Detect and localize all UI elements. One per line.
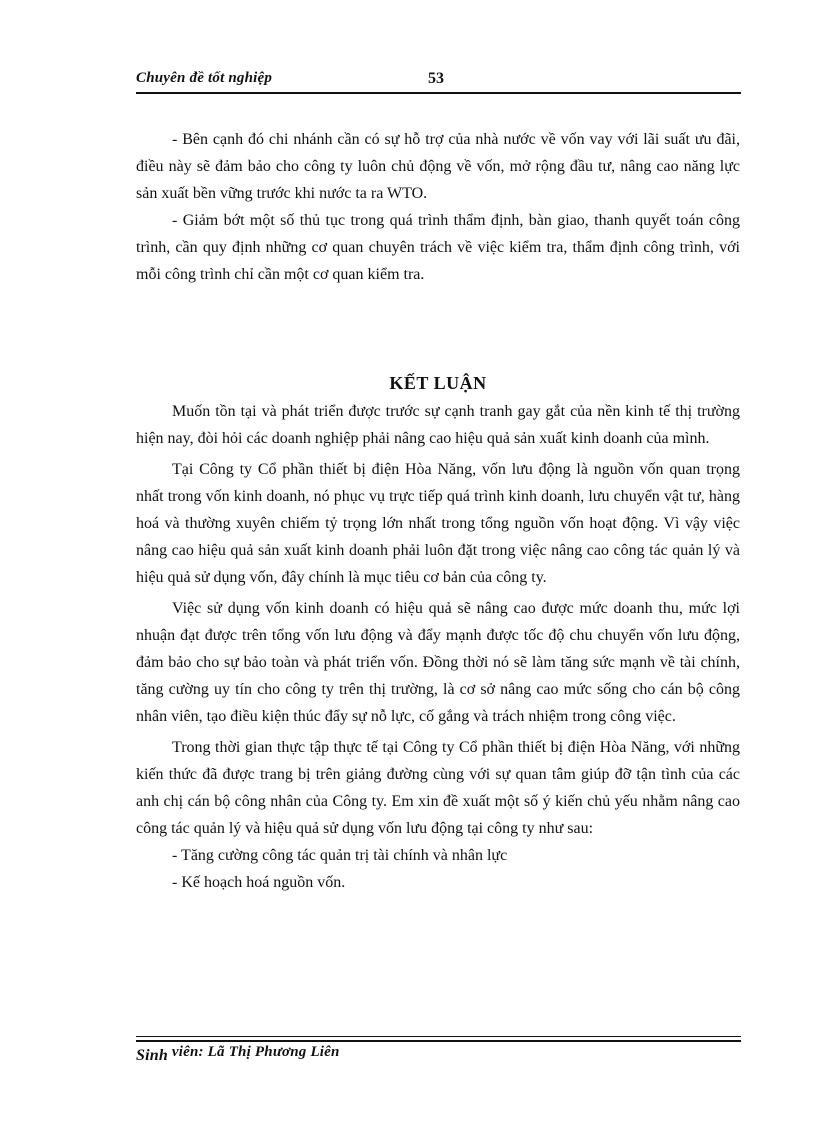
section-title: KẾT LUẬN	[389, 373, 487, 393]
bullet-item: - Kế hoạch hoá nguồn vốn.	[172, 874, 346, 891]
paragraph: Trong thời gian thực tập thực tế tại Công ty Cổ phần thiết bị điện Hòa Năng, với những kiến thức đã được trang bị trên giảng đường cùng với sự quan tâm giúp đỡ tận tình của các anh chị cán bộ công nhân của Công ty. Em xin đề xuất một số ý kiến chủ yếu nhằm nâng cao công tác quản lý và hiệu quả sử dụng vốn lưu động tại công ty như sau:	[136, 739, 740, 837]
bullet-item: - Tăng cường công tác quản trị tài chính và nhân lực	[172, 847, 508, 864]
page-body	[136, 126, 740, 896]
paragraph: Tại Công ty Cổ phần thiết bị điện Hòa Năng, vốn lưu động là nguồn vốn quan trọng nhất trong vốn kinh doanh, nó phục vụ trực tiếp quá trình kinh doanh, lưu chuyển vật tư, hàng hoá và thường xuyên chiếm tỷ trọng lớn nhất trong tổng nguồn vốn hoạt động. Vì vậy việc nâng cao hiệu quả sản xuất kinh doanh phải luôn đặt trong việc nâng cao công tác quản lý và hiệu quả sử dụng vốn, đây chính là mục tiêu cơ bản của công ty.	[136, 461, 740, 586]
footer-divider-thick	[136, 1040, 741, 1042]
footer-divider	[136, 1036, 741, 1037]
paragraph: Muốn tồn tại và phát triển được trước sự cạnh tranh gay gắt của nền kinh tế thị trường hiện nay, đòi hỏi các doanh nghiệp phải nâng cao hiệu quả sản xuất kinh doanh của mình.	[136, 403, 740, 447]
page-header	[136, 68, 741, 92]
paragraph: - Bên cạnh đó chi nhánh cần có sự hỗ trợ của nhà nước về vốn vay với lãi suất ưu đãi, điều này sẽ đảm bảo cho công ty luôn chủ động về vốn, mở rộng đầu tư, nâng cao năng lực sản xuất bền vững trước khi nước ta ra WTO.	[136, 131, 740, 202]
page-number: 53	[428, 70, 444, 87]
paragraph: Việc sử dụng vốn kinh doanh có hiệu quả sẽ nâng cao được mức doanh thu, mức lợi nhuận đạt được trên tổng vốn lưu động và đẩy mạnh được tốc độ chu chuyển vốn lưu động, đảm bảo cho sự bảo toàn và phát triển vốn. Đồng thời nó sẽ làm tăng sức mạnh về tài chính, tăng cường uy tín cho công ty trên thị trường, là cơ sở nâng cao mức sống cho cán bộ công nhân viên, tạo điều kiện thúc đẩy sự nỗ lực, cố gắng và trách nhiệm trong công việc.	[136, 600, 740, 725]
footer-prefix: Sinh	[136, 1047, 168, 1064]
document-title: Chuyên đề tốt nghiệp	[136, 70, 273, 86]
header-divider	[136, 92, 741, 94]
student-name: viên: Lã Thị Phương Liên	[171, 1044, 340, 1060]
page-footer	[136, 1043, 340, 1064]
paragraph: - Giảm bớt một số thủ tục trong quá trình thẩm định, bàn giao, thanh quyết toán công trình, cần quy định những cơ quan chuyên trách về việc kiểm tra, thẩm định công trình, với mỗi công trình chỉ cần một cơ quan kiểm tra.	[136, 212, 740, 283]
